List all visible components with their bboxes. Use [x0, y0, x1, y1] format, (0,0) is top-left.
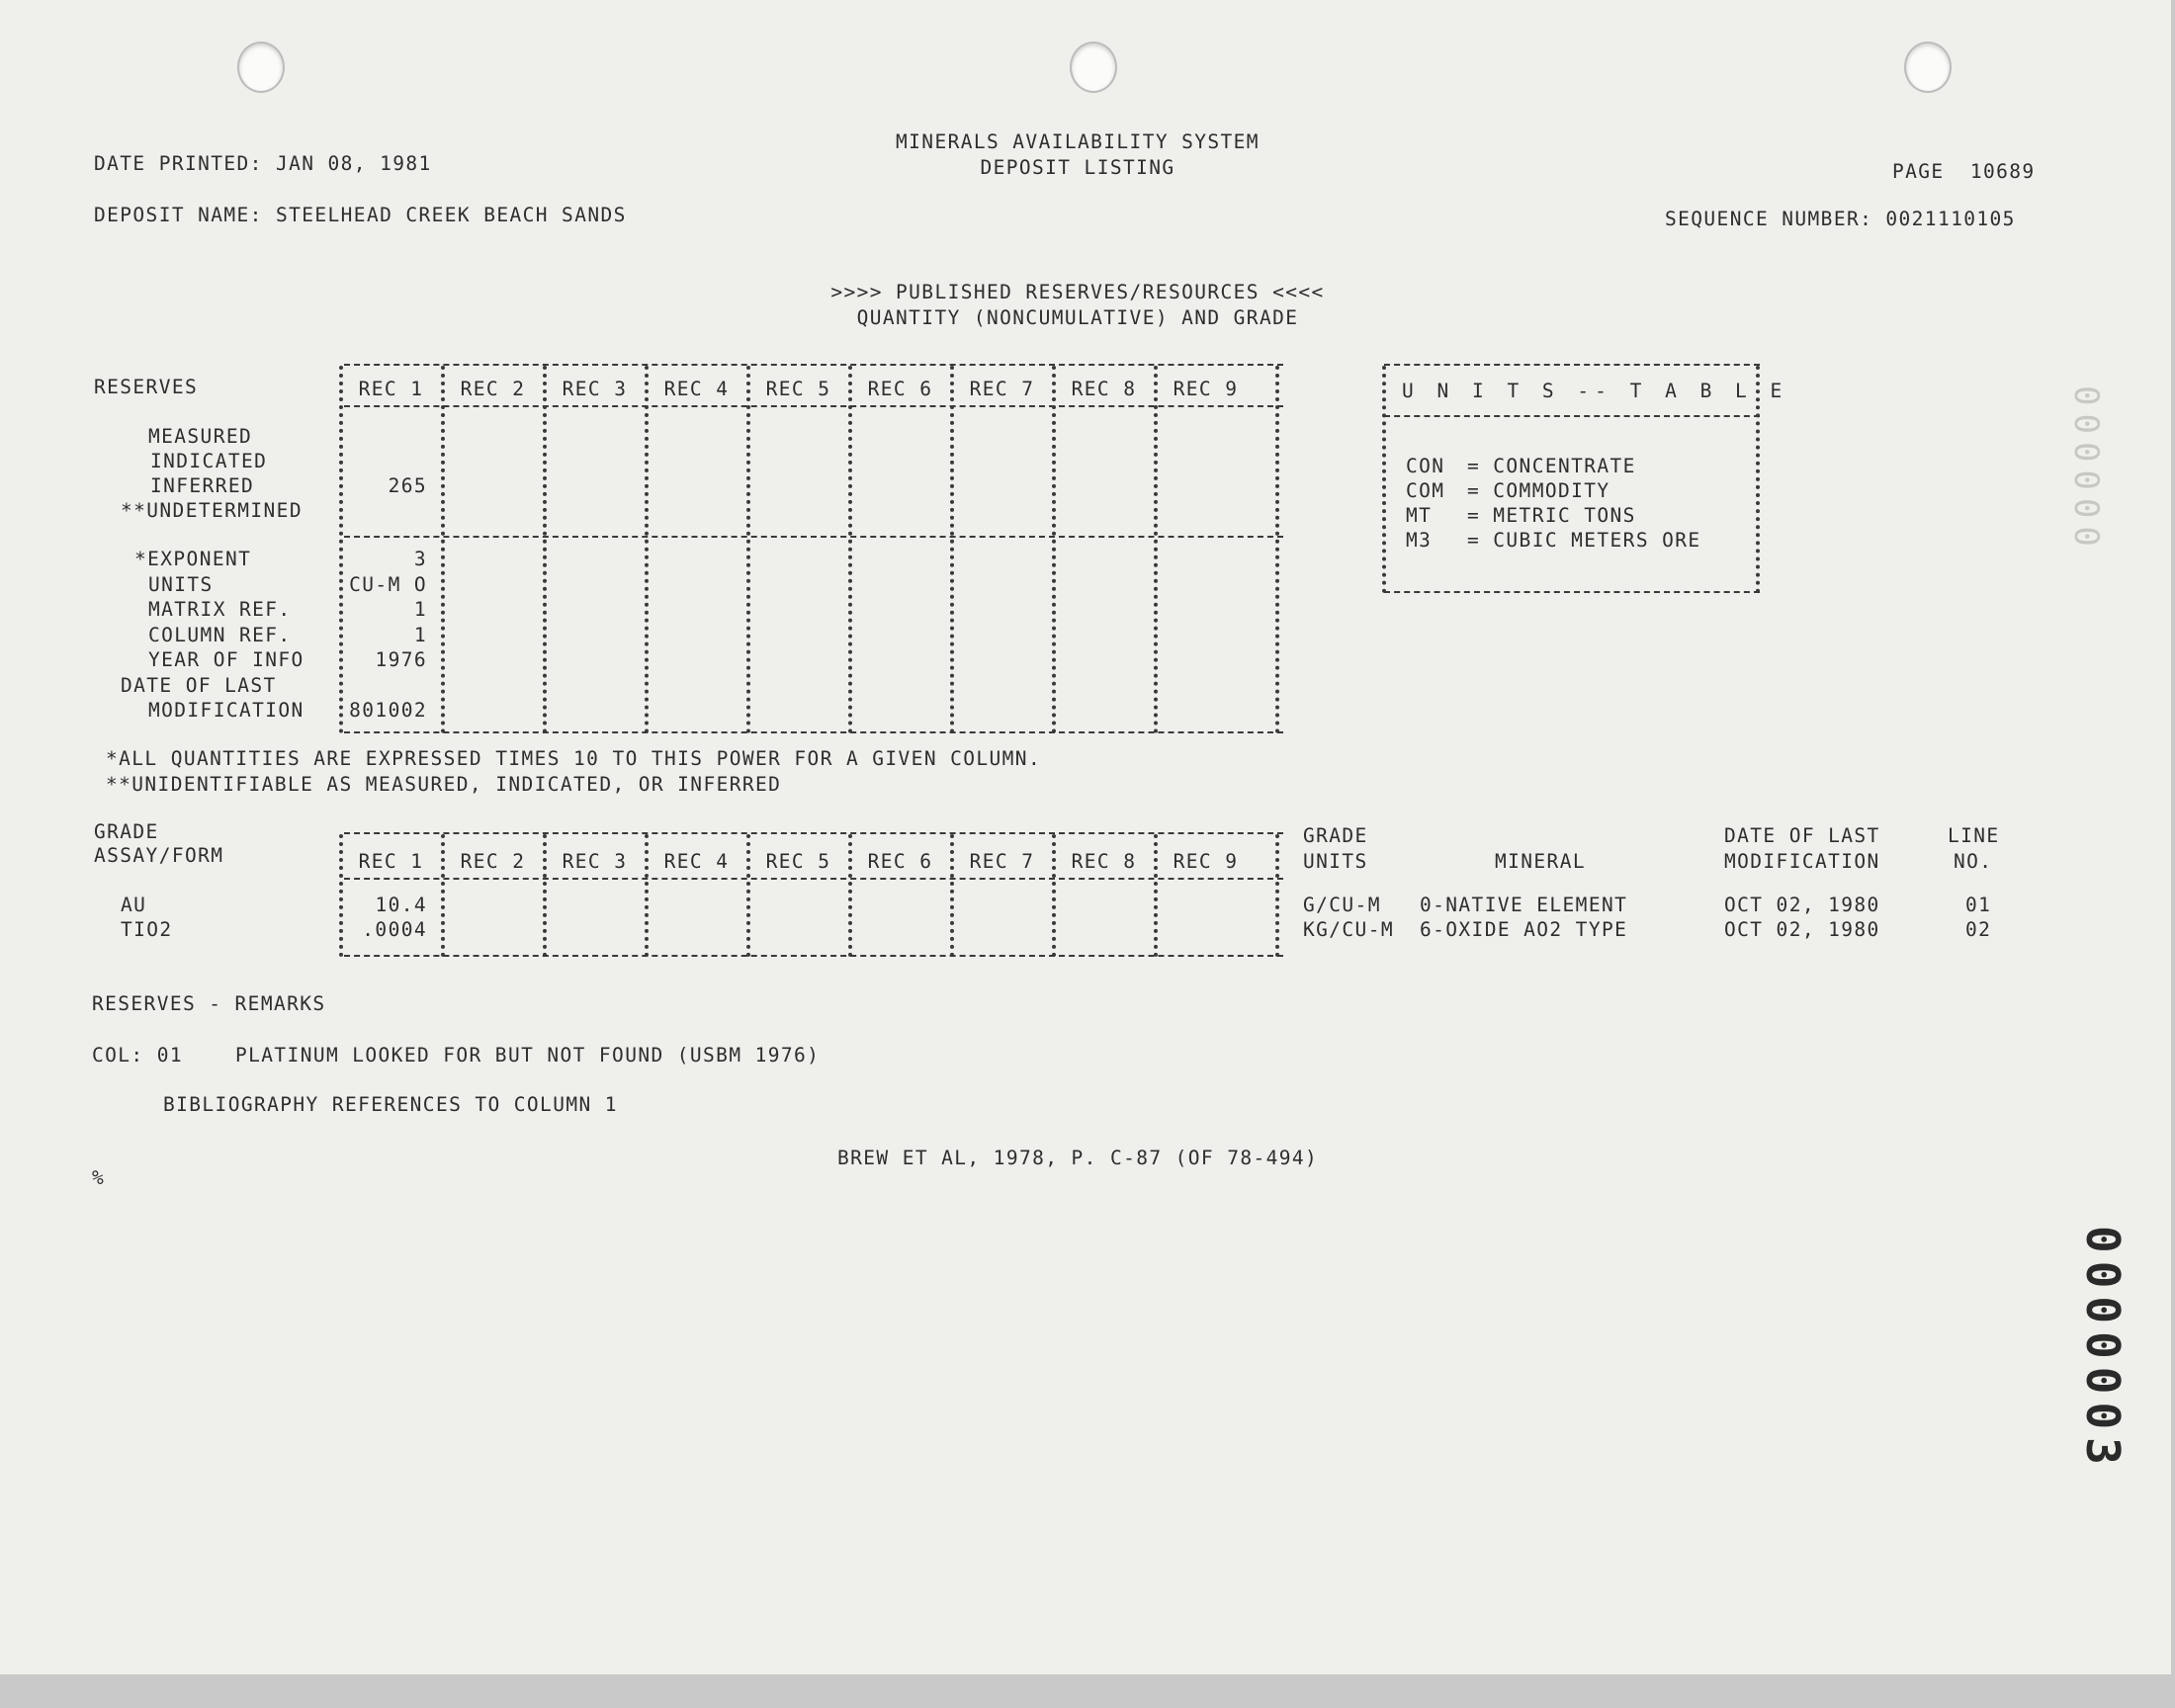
column-header-rec-6: REC 6	[867, 850, 933, 873]
column-divider	[339, 366, 343, 733]
grade-line-number: 01	[1965, 894, 1992, 916]
mineral-header: MINERAL	[1495, 850, 1586, 873]
column-divider	[441, 834, 445, 957]
column-header-rec-3: REC 3	[562, 378, 628, 400]
date-header: MODIFICATION	[1724, 850, 1880, 873]
column-header-rec-2: REC 2	[460, 850, 526, 873]
column-header-rec-9: REC 9	[1173, 378, 1239, 400]
column-header-rec-6: REC 6	[867, 378, 933, 400]
remarks-col-label: COL: 01	[92, 1044, 183, 1067]
column-header-rec-2: REC 2	[460, 378, 526, 400]
column-divider	[746, 834, 750, 957]
unit-code: MT	[1406, 504, 1433, 527]
grade-mineral: 0-NATIVE ELEMENT	[1420, 894, 1628, 916]
grade-line-number: 02	[1965, 918, 1992, 941]
unit-meaning: = METRIC TONS	[1467, 504, 1636, 527]
grade-commodity: AU	[121, 894, 147, 916]
column-header-rec-4: REC 4	[663, 850, 730, 873]
reserves-row-label: COLUMN REF.	[148, 623, 292, 646]
reserves-row-label: MATRIX REF.	[148, 598, 292, 621]
unit-code: M3	[1406, 529, 1433, 552]
grade-units-header: GRADE	[1303, 824, 1368, 847]
table-rule	[344, 536, 1283, 538]
unit-meaning: = CUBIC METERS ORE	[1467, 529, 1701, 552]
column-divider	[1052, 366, 1056, 733]
reserves-rec1-value: 801002	[349, 699, 427, 722]
bibliography-entry: BREW ET AL, 1978, P. C-87 (OF 78-494)	[837, 1147, 1319, 1169]
reserves-row-label: MEASURED	[148, 425, 253, 448]
grade-rec1-value: 10.4	[375, 894, 427, 916]
column-divider	[848, 366, 852, 733]
grade-rec1-value: .0004	[362, 918, 427, 941]
column-header-rec-7: REC 7	[969, 850, 1035, 873]
column-divider	[1275, 366, 1279, 733]
grade-units: KG/CU-M	[1303, 918, 1394, 941]
grade-sublabel: ASSAY/FORM	[94, 844, 224, 867]
unit-meaning: = CONCENTRATE	[1467, 455, 1636, 477]
page-number: PAGE 10689	[1892, 160, 2036, 183]
column-header-rec-5: REC 5	[765, 378, 831, 400]
remarks-title: RESERVES - REMARKS	[92, 992, 326, 1015]
column-divider	[645, 834, 649, 957]
column-divider	[950, 834, 954, 957]
bibliography-title: BIBLIOGRAPHY REFERENCES TO COLUMN 1	[163, 1093, 618, 1116]
reserves-rec1-value: 1976	[375, 648, 427, 671]
column-header-rec-9: REC 9	[1173, 850, 1239, 873]
column-divider	[339, 834, 343, 957]
reserves-rec1-value: 3	[413, 548, 427, 570]
date-printed: DATE PRINTED: JAN 08, 1981	[94, 152, 432, 175]
column-divider	[1154, 366, 1158, 733]
remarks-col-text: PLATINUM LOOKED FOR BUT NOT FOUND (USBM 1976)	[235, 1044, 821, 1067]
column-header-rec-8: REC 8	[1071, 850, 1137, 873]
footnote-exponent: *ALL QUANTITIES ARE EXPRESSED TIMES 10 TO THIS POWER FOR A GIVEN COLUMN.	[106, 747, 1042, 770]
column-header-rec-1: REC 1	[358, 850, 424, 873]
column-header-rec-8: REC 8	[1071, 378, 1137, 400]
grade-modification-date: OCT 02, 1980	[1724, 894, 1880, 916]
reserves-rec1-value: 1	[413, 598, 427, 621]
end-mark: %	[92, 1166, 106, 1189]
column-divider	[950, 366, 954, 733]
units-table-border	[1382, 366, 1386, 593]
section-subtitle: QUANTITY (NONCUMULATIVE) AND GRADE	[856, 306, 1299, 329]
punch-hole	[1904, 42, 1952, 93]
column-divider	[746, 366, 750, 733]
reserves-label: RESERVES	[94, 376, 199, 398]
reserves-row-label: YEAR OF INFO	[148, 648, 304, 671]
column-header-rec-7: REC 7	[969, 378, 1035, 400]
punch-hole	[237, 42, 285, 93]
units-table-rule	[1384, 364, 1760, 366]
column-header-rec-4: REC 4	[663, 378, 730, 400]
reserves-rec1-value: CU-M O	[349, 572, 427, 596]
reserves-row-label: INDICATED	[150, 450, 268, 472]
unit-meaning: = COMMODITY	[1467, 479, 1610, 502]
table-rule	[344, 731, 1283, 733]
system-title: MINERALS AVAILABILITY SYSTEM	[896, 130, 1260, 153]
reserves-row-label: UNITS	[148, 572, 214, 596]
grade-mineral: 6-OXIDE AO2 TYPE	[1420, 918, 1628, 941]
column-divider	[1052, 834, 1056, 957]
date-header: DATE OF LAST	[1724, 824, 1880, 847]
column-divider	[441, 366, 445, 733]
units-table-title: U N I T S -- T A B L E	[1402, 380, 1788, 402]
unit-code: CON	[1406, 455, 1445, 477]
table-rule	[344, 405, 1283, 407]
units-table-rule	[1384, 591, 1760, 593]
column-header-rec-3: REC 3	[562, 850, 628, 873]
line-header: LINE	[1948, 824, 2000, 847]
frame-number-faint: 000000	[2066, 385, 2106, 555]
reserves-row-label: INFERRED	[150, 474, 255, 497]
column-divider	[1154, 834, 1158, 957]
column-divider	[645, 366, 649, 733]
frame-number: 0000003	[2076, 1226, 2130, 1473]
reserves-rec1-value: 265	[388, 474, 427, 497]
column-divider	[1275, 834, 1279, 957]
sequence-number: SEQUENCE NUMBER: 0021110105	[1665, 208, 2016, 230]
section-title: >>>> PUBLISHED RESERVES/RESOURCES <<<<	[830, 281, 1325, 303]
reserves-row-label: DATE OF LAST	[121, 673, 277, 697]
units-table-rule	[1384, 415, 1760, 417]
column-divider	[848, 834, 852, 957]
table-rule	[344, 364, 1283, 366]
column-divider	[543, 834, 547, 957]
grade-commodity: TIO2	[121, 918, 173, 941]
grade-label: GRADE	[94, 820, 159, 843]
unit-code: COM	[1406, 479, 1445, 502]
grade-modification-date: OCT 02, 1980	[1724, 918, 1880, 941]
table-rule	[344, 955, 1283, 957]
reserves-row-label: **UNDETERMINED	[121, 499, 303, 522]
column-divider	[543, 366, 547, 733]
grade-units: G/CU-M	[1303, 894, 1381, 916]
reserves-rec1-value: 1	[413, 623, 427, 646]
line-header: NO.	[1954, 850, 1993, 873]
reserves-row-label: *EXPONENT	[134, 548, 252, 570]
listing-title: DEPOSIT LISTING	[980, 156, 1175, 179]
footnote-undetermined: **UNIDENTIFIABLE AS MEASURED, INDICATED, OR INFERRED	[106, 773, 782, 796]
column-header-rec-5: REC 5	[765, 850, 831, 873]
table-rule	[344, 878, 1283, 880]
column-header-rec-1: REC 1	[358, 378, 424, 400]
table-rule	[344, 832, 1283, 834]
punch-hole	[1070, 42, 1117, 93]
reserves-row-label: MODIFICATION	[148, 699, 304, 722]
grade-units-header: UNITS	[1303, 850, 1368, 873]
deposit-name: DEPOSIT NAME: STEELHEAD CREEK BEACH SANDS	[94, 204, 627, 226]
